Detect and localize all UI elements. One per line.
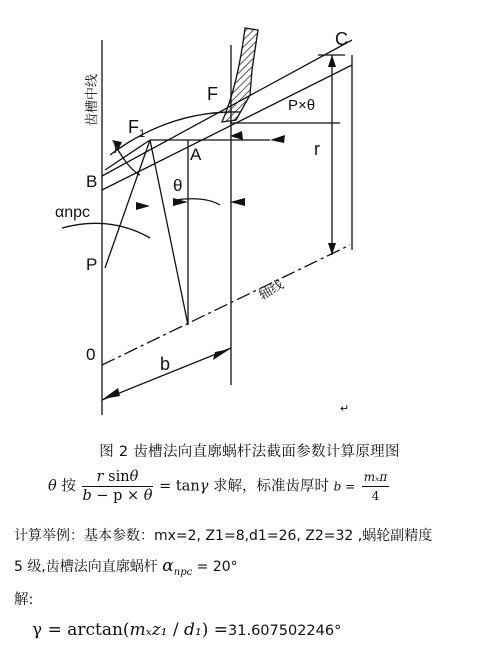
arrow-p-left: [230, 131, 243, 140]
figure-caption: 图 2 齿槽法向直廓蜗杆法截面参数计算原理图: [99, 444, 400, 460]
arrow-r-top: [328, 55, 336, 67]
arrow-b-right: [213, 349, 230, 360]
formula-solve-text: 求解，标准齿厚时: [208, 478, 334, 495]
formula-fraction: [82, 468, 152, 505]
label-gamma: γ: [113, 137, 121, 154]
label-f1: $F_1$: [128, 117, 146, 140]
line-f1-p: [105, 140, 150, 268]
label-p-point: P: [86, 255, 98, 274]
result-lhs: γ = arctan(: [32, 620, 130, 640]
label-r: r: [314, 139, 320, 159]
formula-thickness-fraction: [362, 468, 390, 505]
arrow-theta-right: [230, 198, 245, 206]
formula-line: [48, 468, 391, 505]
result-formula: [32, 620, 341, 640]
result-value: 31.607502246°: [228, 623, 342, 639]
label-axis-line: 轴线: [256, 276, 287, 303]
example-line-1: 计算举例：基本参数：mx=2, Z1=8,d1=26, Z2=32 ,蜗轮副精度: [14, 528, 433, 544]
label-alpha-npc: αnpc: [55, 204, 91, 221]
line-f1-o: [150, 140, 188, 325]
solve-label: 解:: [14, 592, 34, 608]
label-p-theta: P×θ: [288, 97, 316, 114]
example-paragraph: [14, 521, 482, 588]
arrow-alpha: [136, 202, 150, 210]
result-mx-z1: mₓz₁: [129, 620, 168, 640]
label-b-dim: b: [160, 354, 171, 374]
label-b-point: B: [86, 172, 98, 191]
formula-denominator: b − p × θ: [82, 488, 153, 504]
formula-b-eq: b =: [333, 479, 356, 494]
arrow-b-left: [103, 388, 120, 399]
formula-thickness-numerator: mₓπ: [362, 468, 390, 487]
line-f1-b: [105, 140, 150, 170]
alpha-arc: [62, 223, 150, 238]
label-c: C: [335, 29, 348, 49]
formula-gamma: γ: [199, 478, 209, 495]
result-close: ) =: [201, 620, 229, 640]
example-line-2: 5 级,齿槽法向直廓蜗杆 $\alpha_{npc} = 20^\circ$: [14, 556, 238, 578]
return-mark: ↵: [340, 403, 350, 415]
label-o-point: 0: [86, 345, 96, 364]
arrow-r-bottom: [328, 243, 336, 255]
result-slash: /: [167, 620, 185, 640]
hatched-tooth: [222, 28, 258, 122]
axis-line: [102, 245, 350, 365]
label-theta: θ: [173, 176, 183, 195]
formula-thickness-denominator: 4: [371, 489, 380, 503]
formula-numerator: r sinθ: [82, 468, 152, 487]
label-f: F: [207, 84, 218, 104]
result-d1: d₁: [184, 620, 202, 640]
label-tooth-centerline: 齿槽中线: [84, 73, 99, 126]
label-a: A: [190, 145, 202, 164]
formula-theta: θ: [48, 478, 57, 495]
formula-by-text: 按: [56, 478, 76, 495]
formula-equals-tan: = tan: [154, 478, 200, 495]
arrow-p-right: [270, 135, 285, 143]
